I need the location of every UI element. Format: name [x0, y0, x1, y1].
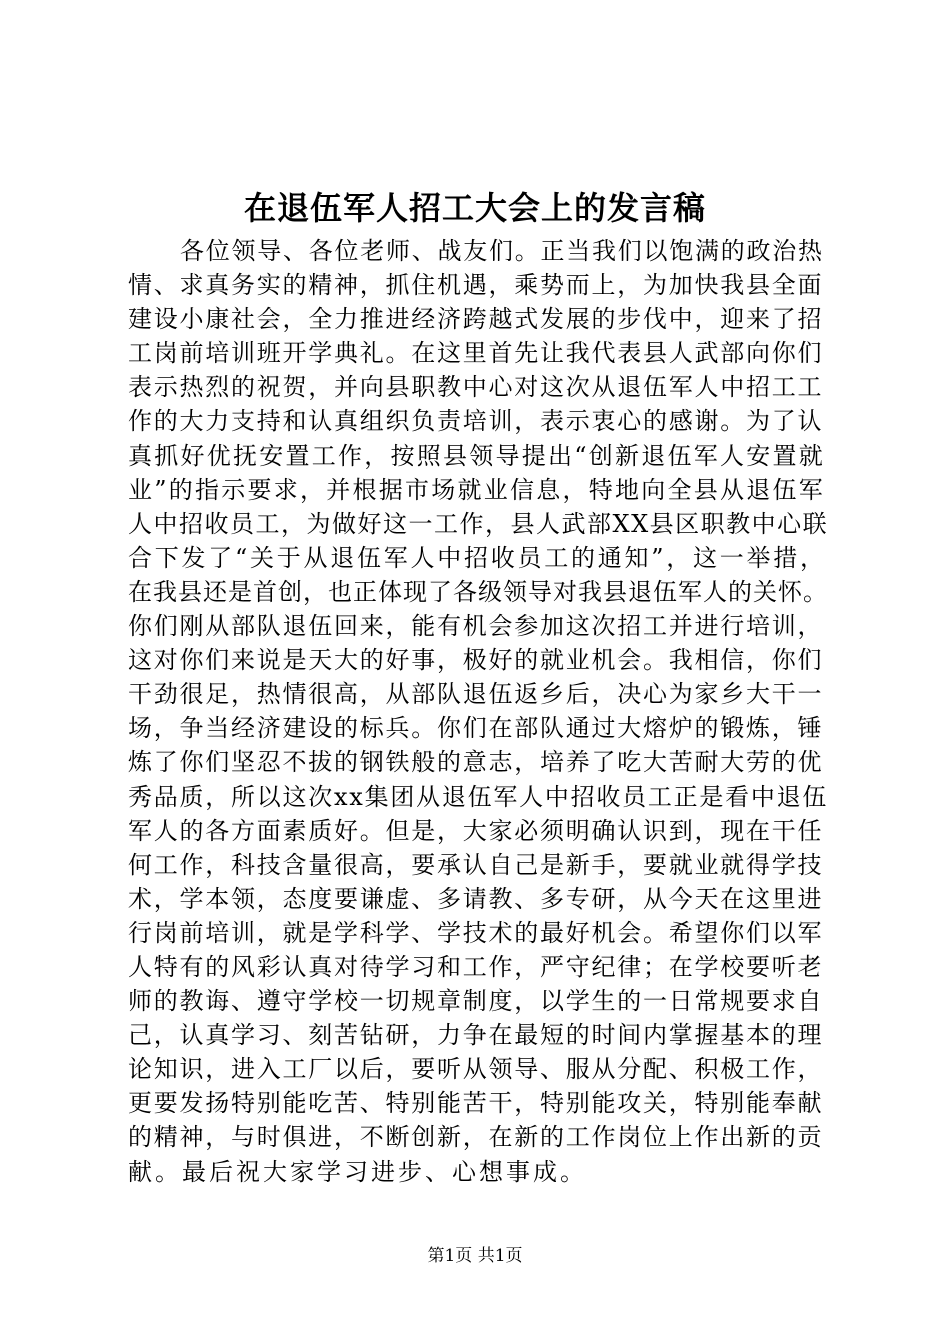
body-line: 各位领导、各位老师、战友们。正当我们以饱满的政治热	[180, 237, 824, 265]
body-line: 炼了你们坚忍不拔的钢铁般的意志，培养了吃大苦耐大劳的优	[128, 748, 824, 777]
body-line: 更要发扬特别能吃苦、特别能苦干，特别能攻关，特别能奉献	[128, 1089, 824, 1118]
body-line: 人特有的风彩认真对待学习和工作，严守纪律；在学校要听老	[128, 952, 824, 981]
body-line: 的精神，与时俱进，不断创新，在新的工作岗位上作出新的贡	[128, 1123, 824, 1152]
body-line: 行岗前培训，就是学科学、学技术的最好机会。希望你们以军	[128, 918, 824, 947]
body-line: 作的大力支持和认真组织负责培训，表示衷心的感谢。为了认	[128, 407, 824, 436]
body-line: 术，学本领，态度要谦虚、多请教、多专研，从今天在这里进	[128, 884, 824, 913]
body-line: 秀品质，所以这次xx集团从退伍军人中招收员工正是看中退伍	[128, 782, 829, 811]
body-line: 建设小康社会，全力推进经济跨越式发展的步伐中，迎来了招	[128, 305, 824, 334]
page-footer: 第1页 共1页	[427, 1246, 523, 1266]
body-line: 场，争当经济建设的标兵。你们在部队通过大熔炉的锻炼，锤	[128, 714, 824, 743]
body-line: 师的教诲、遵守学校一切规章制度，以学生的一日常规要求自	[128, 987, 824, 1016]
body-line: 这对你们来说是天大的好事，极好的就业机会。我相信，你们	[128, 646, 824, 675]
body-line: 真抓好优抚安置工作，按照县领导提出“创新退伍军人安置就	[128, 441, 826, 470]
document-body	[128, 234, 828, 1189]
body-line: 情、求真务实的精神，抓住机遇，乘势而上，为加快我县全面	[128, 271, 824, 300]
body-line: 己，认真学习、刻苦钻研，力争在最短的时间内掌握基本的理	[128, 1021, 824, 1050]
body-line: 献。最后祝大家学习进步、心想事成。	[128, 1157, 587, 1186]
body-line: 在我县还是首创，也正体现了各级领导对我县退伍军人的关怀。	[128, 577, 828, 606]
body-line: 何工作，科技含量很高，要承认自己是新手，要就业就得学技	[128, 850, 824, 879]
body-line: 干劲很足，热情很高，从部队退伍返乡后，决心为家乡大干一	[128, 680, 824, 709]
document-title: 在退伍军人招工大会上的发言稿	[243, 189, 706, 227]
body-line: 军人的各方面素质好。但是，大家必须明确认识到，现在干任	[128, 816, 824, 845]
body-line: 你们刚从部队退伍回来，能有机会参加这次招工并进行培训，	[128, 612, 824, 641]
body-line: 工岗前培训班开学典礼。在这里首先让我代表县人武部向你们	[128, 339, 824, 368]
body-line: 表示热烈的祝贺，并向县职教中心对这次从退伍军人中招工工	[128, 373, 824, 402]
body-line: 合下发了“关于从退伍军人中招收员工的通知”，这一举措，	[128, 543, 827, 572]
body-line: 论知识，进入工厂以后，要听从领导、服从分配、积极工作，	[128, 1055, 824, 1084]
body-line: 业”的指示要求，并根据市场就业信息，特地向全县从退伍军	[128, 475, 826, 504]
body-line: 人中招收员工，为做好这一工作，县人武部XX县区职教中心联	[128, 509, 829, 538]
